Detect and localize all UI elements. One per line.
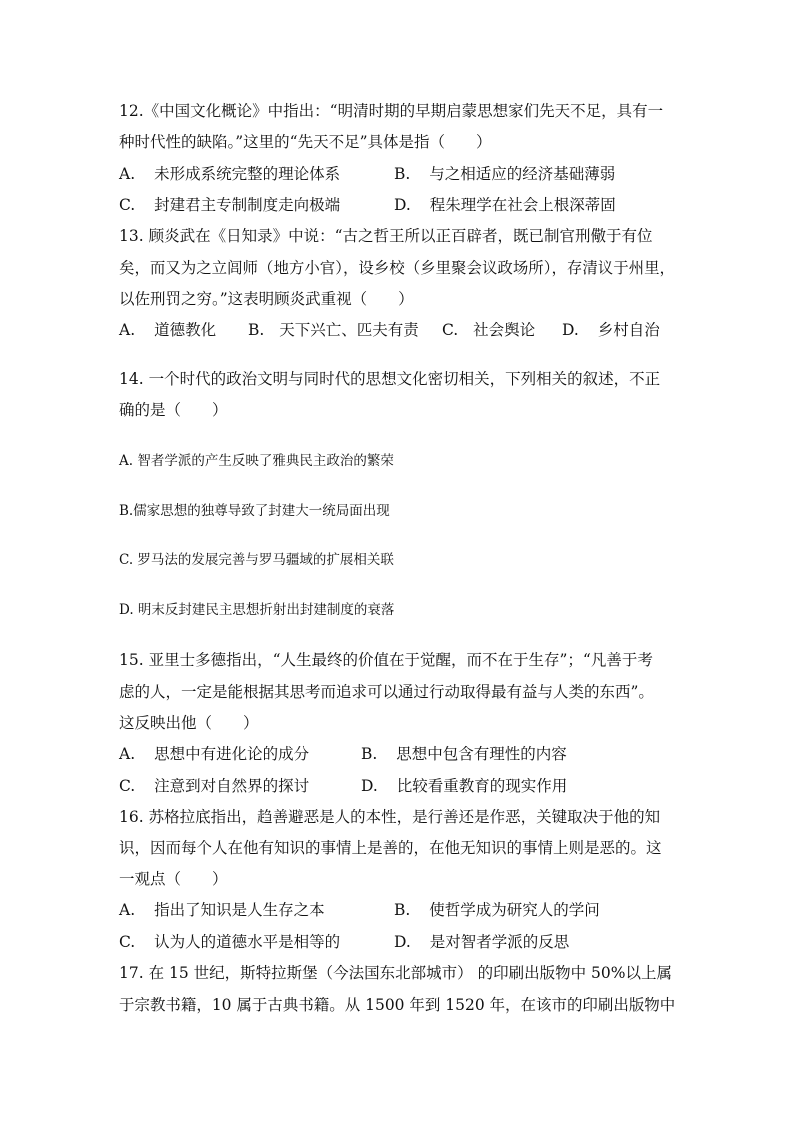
option-letter: A. xyxy=(119,321,136,339)
option-letter: C. xyxy=(119,196,136,214)
option-letter: B. xyxy=(394,901,411,919)
q15-stem-line1: 15. 亚里士多德指出，“人生最终的价值在于觉醒，而不在于生存”；“凡善于考 xyxy=(119,651,653,669)
q13-stem-line2: 矣，而又为之立闾师（地方小官），设乡校（乡里聚会议政场所），存清议于州里， xyxy=(119,259,676,277)
option-letter: D. xyxy=(562,321,579,339)
q15-option-d[interactable] xyxy=(361,776,567,796)
q16-option-d[interactable] xyxy=(394,932,569,952)
q14-option-c[interactable]: C. 罗马法的发展完善与罗马疆域的扩展相关联 xyxy=(119,552,394,568)
option-letter: A. xyxy=(119,901,136,919)
q13-stem-line3: 以佐刑罚之穷。”这表明顾炎武重视（ ） xyxy=(119,290,414,308)
option-text: 认为人的道德水平是相等的 xyxy=(154,933,341,951)
option-text: 程朱理学在社会上根深蒂固 xyxy=(429,196,616,214)
q12-option-a[interactable] xyxy=(119,164,340,184)
option-text: 是对智者学派的反思 xyxy=(429,933,570,951)
q16-stem-line1: 16. 苏格拉底指出，趋善避恶是人的本性，是行善还是作恶，关键取决于他的知 xyxy=(119,808,661,826)
option-text: 天下兴亡、匹夫有责 xyxy=(279,321,419,339)
q15-option-c[interactable] xyxy=(119,776,309,796)
option-text: 指出了知识是人生存之本 xyxy=(154,901,325,919)
option-text: 注意到对自然界的探讨 xyxy=(154,777,310,795)
q12-option-d[interactable] xyxy=(394,195,616,215)
q14-option-d[interactable]: D. 明末反封建民主思想折射出封建制度的衰落 xyxy=(119,602,395,618)
option-letter: B. xyxy=(248,321,265,339)
q16-option-a[interactable] xyxy=(119,900,325,920)
option-letter: C. xyxy=(119,933,136,951)
q15-option-a[interactable] xyxy=(119,744,309,764)
q12-stem-line1: 12.《中国文化概论》中指出：“明清时期的早期启蒙思想家们先天不足，具有一 xyxy=(119,102,664,120)
q13-stem-line1: 13. 顾炎武在《日知录》中说：“古之哲王所以正百辟者，既已制官刑儆于有位 xyxy=(119,227,653,245)
q12-stem-line2: 种时代性的缺陷。”这里的“先天不足”具体是指（ ） xyxy=(119,133,492,151)
option-letter: C. xyxy=(119,777,136,795)
option-text: 乡村自治 xyxy=(597,321,660,339)
q12-option-c[interactable] xyxy=(119,195,340,215)
q13-option-a[interactable] xyxy=(119,320,216,340)
q16-stem-line3: 一观点（ ） xyxy=(119,870,228,888)
option-text: 与之相适应的经济基础薄弱 xyxy=(429,165,616,183)
option-letter: C. xyxy=(442,321,459,339)
q13-option-d[interactable] xyxy=(562,320,660,340)
q15-option-b[interactable] xyxy=(361,744,567,764)
q17-stem-line2: 于宗教书籍，10 属于古典书籍。从 1500 年到 1520 年，在该市的印刷出版物中 xyxy=(119,996,676,1014)
q16-option-b[interactable] xyxy=(394,900,600,920)
q14-option-b[interactable]: B.儒家思想的独尊导致了封建大一统局面出现 xyxy=(119,503,390,519)
q13-option-b[interactable] xyxy=(248,320,419,340)
option-text: 比较看重教育的现实作用 xyxy=(396,777,568,795)
q15-stem-line3: 这反映出他（ ） xyxy=(119,714,259,732)
option-letter: D. xyxy=(394,196,411,214)
q13-option-c[interactable] xyxy=(442,320,535,340)
q14-option-a[interactable]: A. 智者学派的产生反映了雅典民主政治的繁荣 xyxy=(119,453,394,469)
q16-option-c[interactable] xyxy=(119,932,340,952)
option-text: 未形成系统完整的理论体系 xyxy=(154,165,341,183)
q15-stem-line2: 虑的人，一定是能根据其思考而追求可以通过行动取得最有益与人类的东西”。 xyxy=(119,683,654,701)
option-letter: A. xyxy=(119,745,136,763)
option-letter: B. xyxy=(361,745,378,763)
option-letter: D. xyxy=(361,777,378,795)
option-text: 道德教化 xyxy=(154,321,217,339)
option-text: 使哲学成为研究人的学问 xyxy=(429,901,600,919)
q12-option-b[interactable] xyxy=(394,164,615,184)
option-letter: B. xyxy=(394,165,411,183)
q17-stem-line1: 17. 在 15 世纪，斯特拉斯堡（今法国东北部城市） 的印刷出版物中 50%以上属 xyxy=(119,964,672,982)
option-letter: D. xyxy=(394,933,411,951)
option-text: 社会舆论 xyxy=(473,321,536,339)
option-letter: A. xyxy=(119,165,136,183)
option-text: 封建君主专制制度走向极端 xyxy=(154,196,341,214)
q14-stem-line1: 14. 一个时代的政治文明与同时代的思想文化密切相关，下列相关的叙述，不正 xyxy=(119,370,661,388)
q16-stem-line2: 识，因而每个人在他有知识的事情上是善的，在他无知识的事情上则是恶的。这 xyxy=(119,839,662,857)
option-text: 思想中包含有理性的内容 xyxy=(396,745,567,763)
option-text: 思想中有进化论的成分 xyxy=(154,745,310,763)
q14-stem-line2: 确的是（ ） xyxy=(119,401,228,419)
